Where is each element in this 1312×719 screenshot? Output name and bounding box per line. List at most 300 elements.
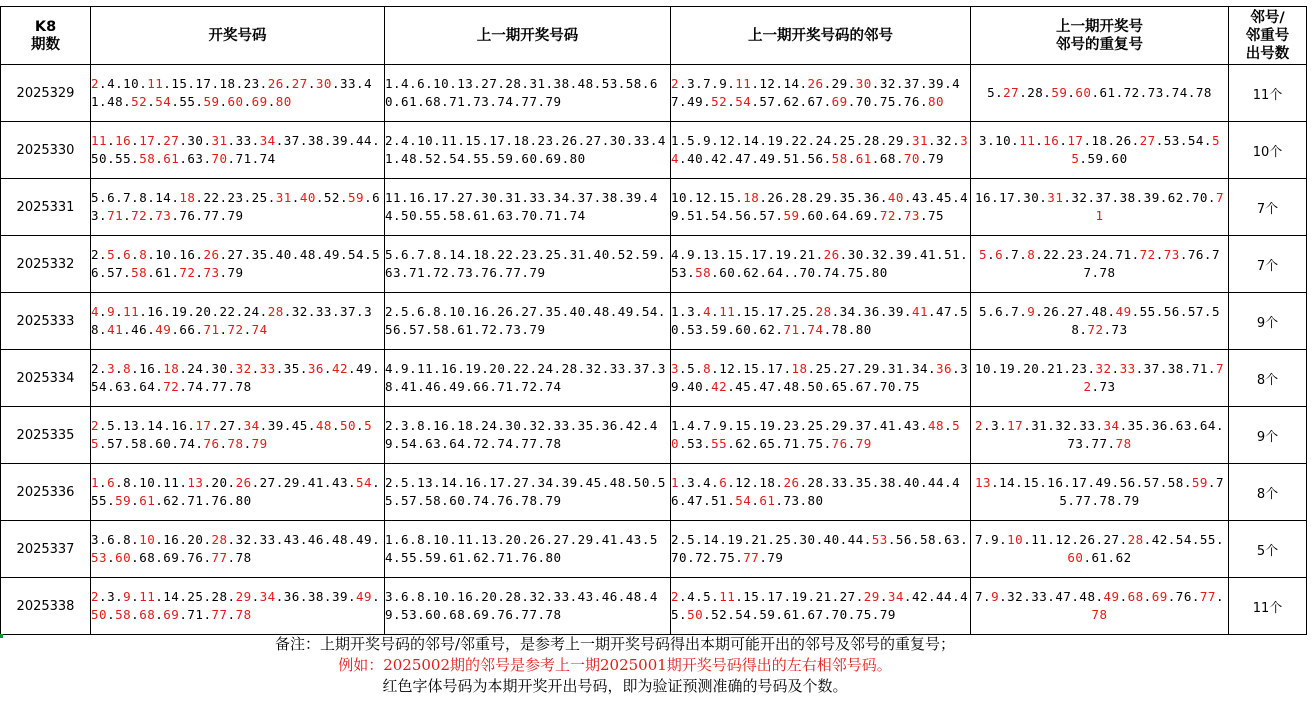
number: 49 bbox=[356, 361, 373, 376]
number: 70 bbox=[671, 550, 688, 565]
number-hit: 50 bbox=[671, 418, 961, 451]
number: 54 bbox=[1175, 532, 1192, 547]
number: 54 bbox=[711, 208, 728, 223]
number-hit: 49 bbox=[356, 589, 373, 604]
number-hit: 11 bbox=[735, 76, 752, 91]
number-hit: 72 bbox=[1139, 247, 1156, 262]
number: 69 bbox=[855, 208, 872, 223]
draw-cell[interactable]: 2.3.9.11.14.25.28.29.34.36.38.39.49.50.58.68.69.71.77.78 bbox=[91, 578, 385, 635]
number: 7 bbox=[975, 532, 984, 547]
neighbors-cell[interactable]: 10.12.15.18.26.28.29.35.36.40.43.45.49.51.54.56.57.59.60.64.69.72.73.75 bbox=[671, 179, 971, 236]
number: 33 bbox=[1079, 418, 1096, 433]
number: 38 bbox=[307, 589, 324, 604]
neighbors-cell[interactable]: 1.5.9.12.14.19.22.24.25.28.29.31.32.34.40.42.47.49.51.56.58.61.68.70.79 bbox=[671, 122, 971, 179]
number: 32 bbox=[936, 133, 953, 148]
repeats-cell[interactable]: 16.17.30.31.32.37.38.39.62.70.71 bbox=[971, 179, 1229, 236]
number-hit: 79 bbox=[251, 436, 268, 451]
number-hit: 78 bbox=[1091, 607, 1108, 622]
number: 27 bbox=[219, 418, 236, 433]
number-hit: 26 bbox=[267, 76, 284, 91]
prev-draw-cell[interactable]: 1.6.8.10.11.13.20.26.27.29.41.43.54.55.59.61.62.71.76.80 bbox=[385, 521, 671, 578]
number: 55 bbox=[115, 151, 132, 166]
number: 10 bbox=[139, 475, 156, 490]
cell-corner-marker bbox=[0, 634, 3, 638]
number: 65 bbox=[831, 379, 848, 394]
number: 27 bbox=[1103, 532, 1120, 547]
number: 79 bbox=[227, 208, 244, 223]
number-hit: 49 bbox=[1115, 304, 1132, 319]
number: 47 bbox=[735, 151, 752, 166]
number: 74 bbox=[823, 265, 840, 280]
prev-draw-cell[interactable]: 3.6.8.10.16.20.28.32.33.43.46.48.49.53.60.68.69.76.77.78 bbox=[385, 578, 671, 635]
number-hit: 6 bbox=[719, 475, 728, 490]
number: 62 bbox=[163, 493, 180, 508]
number: 54 bbox=[735, 607, 752, 622]
number-hit: 2 bbox=[975, 418, 984, 433]
number: 26 bbox=[767, 190, 784, 205]
number-hit: 59 bbox=[1191, 475, 1208, 490]
issue-cell[interactable]: 2025338 bbox=[1, 578, 91, 635]
number: 44 bbox=[847, 532, 864, 547]
number-hit: 68 bbox=[139, 607, 156, 622]
number: 10 bbox=[671, 190, 688, 205]
number: 3 bbox=[687, 304, 696, 319]
prev-draw-cell[interactable]: 2.4.10.11.15.17.18.23.26.27.30.33.41.48.52.54.55.59.60.69.80 bbox=[385, 122, 671, 179]
neighbors-cell[interactable]: 1.3.4.6.12.18.26.28.33.35.38.40.44.46.47.51.54.61.73.80 bbox=[671, 464, 971, 521]
number: 72 bbox=[1123, 85, 1140, 100]
number: 62 bbox=[743, 265, 760, 280]
number: 21 bbox=[1047, 361, 1064, 376]
number: 40 bbox=[823, 532, 840, 547]
repeats-cell[interactable]: 7.9.10.11.12.26.27.28.42.54.55.60.61.62 bbox=[971, 521, 1229, 578]
number: 7 bbox=[1011, 304, 1020, 319]
number: 35 bbox=[839, 190, 856, 205]
number: 79 bbox=[227, 265, 244, 280]
number: 67 bbox=[855, 379, 872, 394]
issue-cell[interactable]: 2025334 bbox=[1, 350, 91, 407]
number: 47 bbox=[759, 379, 776, 394]
number-hit: 27 bbox=[291, 76, 308, 91]
issue-cell[interactable]: 2025329 bbox=[1, 65, 91, 122]
number-hit: 69 bbox=[831, 94, 848, 109]
number-hit: 30 bbox=[315, 76, 332, 91]
count-cell[interactable]: 11个 bbox=[1229, 65, 1307, 122]
number-hit: 48 bbox=[315, 418, 332, 433]
number: 47 bbox=[1055, 589, 1072, 604]
number-hit: 10 bbox=[1007, 532, 1024, 547]
number: 15 bbox=[719, 190, 736, 205]
number: 65 bbox=[759, 436, 776, 451]
number-hit: 17 bbox=[1067, 133, 1084, 148]
draw-cell[interactable]: 1.6.8.10.11.13.20.26.27.29.41.43.54.55.59.61.62.71.76.80 bbox=[91, 464, 385, 521]
number-hit: 58 bbox=[695, 265, 712, 280]
number: 38 bbox=[1167, 361, 1184, 376]
number: 39 bbox=[331, 133, 348, 148]
number-hit: 2 bbox=[671, 76, 680, 91]
number-hit: 40 bbox=[299, 190, 316, 205]
number: 73 bbox=[1099, 379, 1116, 394]
table-row bbox=[1, 521, 1307, 578]
number: 1 bbox=[671, 304, 680, 319]
prev-draw-cell[interactable]: 1.4.6.10.13.27.28.31.38.48.53.58.60.61.68.71.73.74.77.79 bbox=[385, 65, 671, 122]
number: 73 bbox=[1111, 322, 1128, 337]
number: 32 bbox=[1055, 418, 1072, 433]
prev-draw-cell[interactable]: 5.6.7.8.14.18.22.23.25.31.40.52.59.63.71.72.73.76.77.79 bbox=[385, 236, 671, 293]
repeats-cell[interactable]: 13.14.15.16.17.49.56.57.58.59.75.77.78.79 bbox=[971, 464, 1229, 521]
number-hit: 9 bbox=[107, 304, 116, 319]
number: 75 bbox=[879, 94, 896, 109]
number: 26 bbox=[1115, 133, 1132, 148]
issue-cell[interactable]: 2025336 bbox=[1, 464, 91, 521]
count-cell[interactable]: 8个 bbox=[1229, 350, 1307, 407]
number: 7 bbox=[703, 418, 712, 433]
table-row bbox=[1, 350, 1307, 407]
number-hit: 50 bbox=[91, 607, 108, 622]
number: 45 bbox=[936, 190, 953, 205]
number: 39 bbox=[331, 589, 348, 604]
number-hit: 61 bbox=[139, 493, 156, 508]
number-hit: 32 bbox=[235, 361, 252, 376]
number: 46 bbox=[307, 532, 324, 547]
neighbors-cell[interactable]: 4.9.13.15.17.19.21.26.30.32.39.41.51.53.58.60.62.64..70.74.75.80 bbox=[671, 236, 971, 293]
draw-cell[interactable]: 2.5.6.8.10.16.26.27.35.40.48.49.54.56.57.58.61.72.73.79 bbox=[91, 236, 385, 293]
number: 48 bbox=[1079, 589, 1096, 604]
number: 15 bbox=[735, 418, 752, 433]
number-hit: 9 bbox=[991, 589, 1000, 604]
number-hit: 42 bbox=[711, 379, 728, 394]
number-hit: 72 bbox=[1083, 361, 1224, 394]
number: 58 bbox=[131, 436, 148, 451]
number-hit: 28 bbox=[211, 532, 228, 547]
number: 34 bbox=[911, 361, 928, 376]
draw-cell[interactable]: 2.4.10.11.15.17.18.23.26.27.30.33.41.48.52.54.55.59.60.69.80 bbox=[91, 65, 385, 122]
number: 44 bbox=[928, 475, 945, 490]
number-hit: 59 bbox=[203, 94, 220, 109]
number-hit: 77 bbox=[1199, 589, 1216, 604]
number: 4 bbox=[687, 418, 696, 433]
number-hit: 34 bbox=[1103, 418, 1120, 433]
issue-cell[interactable]: 2025332 bbox=[1, 236, 91, 293]
number-hit: 31 bbox=[1047, 190, 1064, 205]
number-hit: 59 bbox=[783, 208, 800, 223]
number-hit: 9 bbox=[123, 589, 132, 604]
number-hit: 8 bbox=[703, 361, 712, 376]
number-hit: 16 bbox=[1043, 133, 1060, 148]
draw-cell[interactable]: 2.3.8.16.18.24.30.32.33.35.36.42.49.54.63.64.72.74.77.78 bbox=[91, 350, 385, 407]
number-hit: 2 bbox=[671, 589, 680, 604]
number: 6 bbox=[107, 190, 116, 205]
repeats-cell[interactable]: 7.9.32.33.47.48.49.68.69.76.77.78 bbox=[971, 578, 1229, 635]
number-hit: 34 bbox=[259, 133, 276, 148]
number-hit: 70 bbox=[903, 151, 920, 166]
number: 17 bbox=[767, 304, 784, 319]
count-cell[interactable]: 9个 bbox=[1229, 407, 1307, 464]
count-cell[interactable]: 11个 bbox=[1229, 578, 1307, 635]
number: 79 bbox=[879, 607, 896, 622]
number-hit: 79 bbox=[855, 436, 872, 451]
number: 3 bbox=[91, 532, 100, 547]
count-cell[interactable]: 10个 bbox=[1229, 122, 1307, 179]
number: 71 bbox=[1115, 247, 1132, 262]
number: 37 bbox=[339, 304, 357, 319]
number: 64 bbox=[139, 379, 156, 394]
number: 3 bbox=[107, 589, 116, 604]
number: 56 bbox=[807, 151, 824, 166]
number: 57 bbox=[107, 436, 124, 451]
number: 16 bbox=[1047, 475, 1064, 490]
number: 79 bbox=[928, 151, 945, 166]
number: 32 bbox=[871, 247, 888, 262]
number: 73 bbox=[1067, 436, 1084, 451]
number: 18 bbox=[1091, 133, 1108, 148]
number: 30 bbox=[211, 361, 228, 376]
number: 47 bbox=[687, 493, 704, 508]
number: 50 bbox=[671, 304, 969, 337]
number-hit: 8 bbox=[1027, 247, 1036, 262]
number: 38 bbox=[307, 133, 324, 148]
number-hit: 34 bbox=[671, 133, 969, 166]
header-count: 邻号/ 邻重号 出号数 bbox=[1229, 7, 1307, 65]
number: 53 bbox=[1163, 133, 1180, 148]
number: 7 bbox=[703, 76, 712, 91]
note-line-3: 红色字体号码为本期开奖开出号码，即为验证预测准确的号码及个数。 bbox=[382, 677, 848, 695]
number: 46 bbox=[131, 322, 148, 337]
number: 29 bbox=[831, 418, 848, 433]
number: 25 bbox=[839, 133, 856, 148]
number: 71 bbox=[187, 607, 204, 622]
number: 17 bbox=[999, 190, 1016, 205]
table-row bbox=[1, 293, 1307, 350]
number-hit: 26 bbox=[807, 76, 824, 91]
issue-cell[interactable]: 2025331 bbox=[1, 179, 91, 236]
number-hit: 50 bbox=[687, 607, 704, 622]
number-hit: 32 bbox=[1095, 361, 1112, 376]
number: 35 bbox=[1127, 418, 1144, 433]
count-cell[interactable]: 7个 bbox=[1229, 236, 1307, 293]
number-hit: 61 bbox=[759, 493, 776, 508]
number-hit: 72 bbox=[163, 379, 180, 394]
number-hit: 8 bbox=[139, 247, 148, 262]
count-cell[interactable]: 8个 bbox=[1229, 464, 1307, 521]
number: 49 bbox=[1095, 475, 1112, 490]
number: 19 bbox=[775, 247, 792, 262]
number: 30 bbox=[1023, 190, 1040, 205]
number: 77 bbox=[1091, 436, 1108, 451]
number: 48 bbox=[1091, 304, 1108, 319]
number: 42 bbox=[711, 151, 728, 166]
number: 38 bbox=[1119, 190, 1136, 205]
number: 61 bbox=[1099, 85, 1116, 100]
number: 27 bbox=[839, 361, 856, 376]
neighbors-cell[interactable]: 1.4.7.9.15.19.23.25.29.37.41.43.48.50.53.55.62.65.71.75.76.79 bbox=[671, 407, 971, 464]
issue-cell[interactable]: 2025333 bbox=[1, 293, 91, 350]
count-cell[interactable]: 5个 bbox=[1229, 521, 1307, 578]
count-cell[interactable]: 7个 bbox=[1229, 179, 1307, 236]
number: 20 bbox=[195, 304, 212, 319]
number: 32 bbox=[1007, 589, 1024, 604]
repeats-cell[interactable]: 5.27.28.59.60.61.72.73.74.78 bbox=[971, 65, 1229, 122]
number: 14 bbox=[155, 190, 172, 205]
prev-draw-cell[interactable]: 2.5.6.8.10.16.26.27.35.40.48.49.54.56.57.58.61.72.73.79 bbox=[385, 293, 671, 350]
draw-cell[interactable]: 11.16.17.27.30.31.33.34.37.38.39.44.50.55.58.61.63.70.71.74 bbox=[91, 122, 385, 179]
number: 74 bbox=[259, 151, 276, 166]
number-hit: 58 bbox=[831, 151, 848, 166]
number: 68 bbox=[139, 550, 156, 565]
number: 16 bbox=[163, 532, 180, 547]
number: 75 bbox=[807, 436, 824, 451]
repeats-cell[interactable]: 2.3.17.31.32.33.34.35.36.63.64.73.77.78 bbox=[971, 407, 1229, 464]
number: 20 bbox=[187, 532, 204, 547]
number: 9 bbox=[719, 418, 728, 433]
number-hit: 71 bbox=[107, 208, 124, 223]
number: 40 bbox=[275, 247, 292, 262]
number-hit: 28 bbox=[1127, 532, 1144, 547]
number: 25 bbox=[815, 361, 832, 376]
number-hit: 42 bbox=[331, 361, 348, 376]
repeats-cell[interactable]: 5.6.7.9.26.27.48.49.55.56.57.58.72.73 bbox=[971, 293, 1229, 350]
issue-cell[interactable]: 2025335 bbox=[1, 407, 91, 464]
number-hit: 60 bbox=[227, 94, 244, 109]
number: 12 bbox=[695, 190, 712, 205]
number: 67 bbox=[807, 607, 824, 622]
number: 49 bbox=[687, 94, 704, 109]
draw-cell[interactable]: 3.6.8.10.16.20.28.32.33.43.46.48.49.53.60.68.69.76.77.78 bbox=[91, 521, 385, 578]
number: 28 bbox=[211, 589, 228, 604]
neighbors-cell[interactable]: 2.4.5.11.15.17.19.21.27.29.34.42.44.45.50.52.54.59.61.67.70.75.79 bbox=[671, 578, 971, 635]
number: 60 bbox=[735, 322, 752, 337]
number: 53 bbox=[687, 436, 704, 451]
number-hit: 18 bbox=[163, 361, 180, 376]
number-hit: 29 bbox=[235, 589, 252, 604]
number: 26 bbox=[1043, 304, 1060, 319]
neighbors-cell[interactable]: 3.5.8.12.15.17.18.25.27.29.31.34.36.39.40.42.45.47.48.50.65.67.70.75 bbox=[671, 350, 971, 407]
prev-draw-cell[interactable]: 2.5.13.14.16.17.27.34.39.45.48.50.55.57.58.60.74.76.78.79 bbox=[385, 464, 671, 521]
number: 39 bbox=[928, 76, 945, 91]
number-hit: 49 bbox=[1103, 589, 1120, 604]
number: 29 bbox=[887, 133, 904, 148]
number: 19 bbox=[791, 589, 808, 604]
number: 63 bbox=[115, 379, 132, 394]
number: 25 bbox=[791, 304, 808, 319]
number: 52 bbox=[323, 190, 340, 205]
number: 42 bbox=[911, 589, 928, 604]
prev-draw-cell[interactable]: 2.3.8.16.18.24.30.32.33.35.36.42.49.54.63.64.72.74.77.78 bbox=[385, 407, 671, 464]
number-hit: 36 bbox=[936, 361, 953, 376]
number: 62 bbox=[1167, 190, 1184, 205]
number: 11 bbox=[163, 475, 180, 490]
number-hit: 26 bbox=[783, 475, 800, 490]
draw-cell[interactable]: 5.6.7.8.14.18.22.23.25.31.40.52.59.63.71.72.73.76.77.79 bbox=[91, 179, 385, 236]
number: 74 bbox=[179, 436, 196, 451]
number: 52 bbox=[711, 607, 728, 622]
number-hit: 33 bbox=[259, 361, 276, 376]
number: 9 bbox=[719, 76, 728, 91]
number: 55 bbox=[179, 94, 196, 109]
repeats-cell[interactable]: 3.10.11.16.17.18.26.27.53.54.55.59.60 bbox=[971, 122, 1229, 179]
number-hit: 68 bbox=[1127, 589, 1144, 604]
number: 5 bbox=[987, 85, 996, 100]
number: 19 bbox=[171, 304, 188, 319]
number: 75 bbox=[1059, 475, 1224, 508]
number-hit: 33 bbox=[1119, 361, 1136, 376]
number-hit: 6 bbox=[107, 475, 116, 490]
number: 4 bbox=[107, 76, 116, 91]
repeats-cell[interactable]: 5.6.7.8.22.23.24.71.72.73.76.77.78 bbox=[971, 236, 1229, 293]
draw-cell[interactable]: 2.5.13.14.16.17.27.34.39.45.48.50.55.57.58.60.74.76.78.79 bbox=[91, 407, 385, 464]
neighbors-cell[interactable]: 1.3.4.11.15.17.25.28.34.36.39.41.47.50.53.59.60.62.71.74.78.80 bbox=[671, 293, 971, 350]
number-hit: 5 bbox=[979, 247, 988, 262]
number-hit: 28 bbox=[267, 304, 284, 319]
number-hit: 54 bbox=[735, 493, 752, 508]
number: 6 bbox=[995, 304, 1004, 319]
number-hit: 54 bbox=[155, 94, 172, 109]
number: 24 bbox=[243, 304, 260, 319]
draw-cell[interactable]: 4.9.11.16.19.20.22.24.28.32.33.37.38.41.46.49.66.71.72.74 bbox=[91, 293, 385, 350]
number-hit: 17 bbox=[195, 418, 212, 433]
number: 57 bbox=[107, 265, 124, 280]
number-hit: 55 bbox=[711, 436, 728, 451]
number: 21 bbox=[799, 247, 816, 262]
prev-draw-cell[interactable]: 11.16.17.27.30.31.33.34.37.38.39.44.50.55.58.61.63.70.71.74 bbox=[385, 179, 671, 236]
number: 77 bbox=[1075, 493, 1092, 508]
number: 18 bbox=[759, 475, 776, 490]
number-hit: 78 bbox=[227, 436, 244, 451]
number: 18 bbox=[219, 76, 236, 91]
number-hit: 9 bbox=[1027, 304, 1036, 319]
neighbors-cell[interactable]: 2.3.7.9.11.12.14.26.29.30.32.37.39.47.49.52.54.57.62.67.69.70.75.76.80 bbox=[671, 65, 971, 122]
number: 42 bbox=[1151, 532, 1168, 547]
number: 5 bbox=[687, 133, 696, 148]
number: 51 bbox=[944, 247, 961, 262]
number: 72 bbox=[695, 550, 712, 565]
number-hit: 26 bbox=[203, 247, 220, 262]
issue-cell[interactable]: 2025337 bbox=[1, 521, 91, 578]
number: 37 bbox=[1095, 190, 1112, 205]
number: 79 bbox=[1123, 493, 1140, 508]
count-cell[interactable]: 9个 bbox=[1229, 293, 1307, 350]
number: 17 bbox=[767, 361, 784, 376]
number: 74 bbox=[1171, 85, 1188, 100]
number: 54 bbox=[348, 247, 365, 262]
number: 58 bbox=[919, 532, 937, 547]
issue-cell[interactable]: 2025330 bbox=[1, 122, 91, 179]
number: 64 bbox=[767, 265, 784, 280]
number: 23 bbox=[1067, 247, 1084, 262]
header-issue: K8 期数 bbox=[1, 7, 91, 65]
number: 58 bbox=[1071, 304, 1220, 337]
number-hit: 71 bbox=[203, 322, 220, 337]
number: 60 bbox=[719, 265, 736, 280]
number: 14 bbox=[999, 475, 1016, 490]
number: 56 bbox=[735, 208, 752, 223]
number-hit: 27 bbox=[163, 133, 180, 148]
number: 43 bbox=[903, 418, 920, 433]
number-hit: 73 bbox=[903, 208, 920, 223]
number-hit: 11 bbox=[147, 76, 164, 91]
number: 17 bbox=[767, 589, 784, 604]
number: 75 bbox=[903, 379, 920, 394]
number-hit: 48 bbox=[928, 418, 945, 433]
number-hit: 74 bbox=[251, 322, 268, 337]
number: 60 bbox=[1111, 151, 1128, 166]
neighbors-cell[interactable]: 2.5.14.19.21.25.30.40.44.53.56.58.63.70.72.75.77.79 bbox=[671, 521, 971, 578]
number: 57 bbox=[759, 208, 776, 223]
number: 16 bbox=[147, 304, 164, 319]
repeats-cell[interactable]: 10.19.20.21.23.32.33.37.38.71.72.73 bbox=[971, 350, 1229, 407]
prev-draw-cell[interactable]: 4.9.11.16.19.20.22.24.28.32.33.37.38.41.46.49.66.71.72.74 bbox=[385, 350, 671, 407]
number: 27 bbox=[227, 247, 244, 262]
number: 6 bbox=[107, 532, 116, 547]
